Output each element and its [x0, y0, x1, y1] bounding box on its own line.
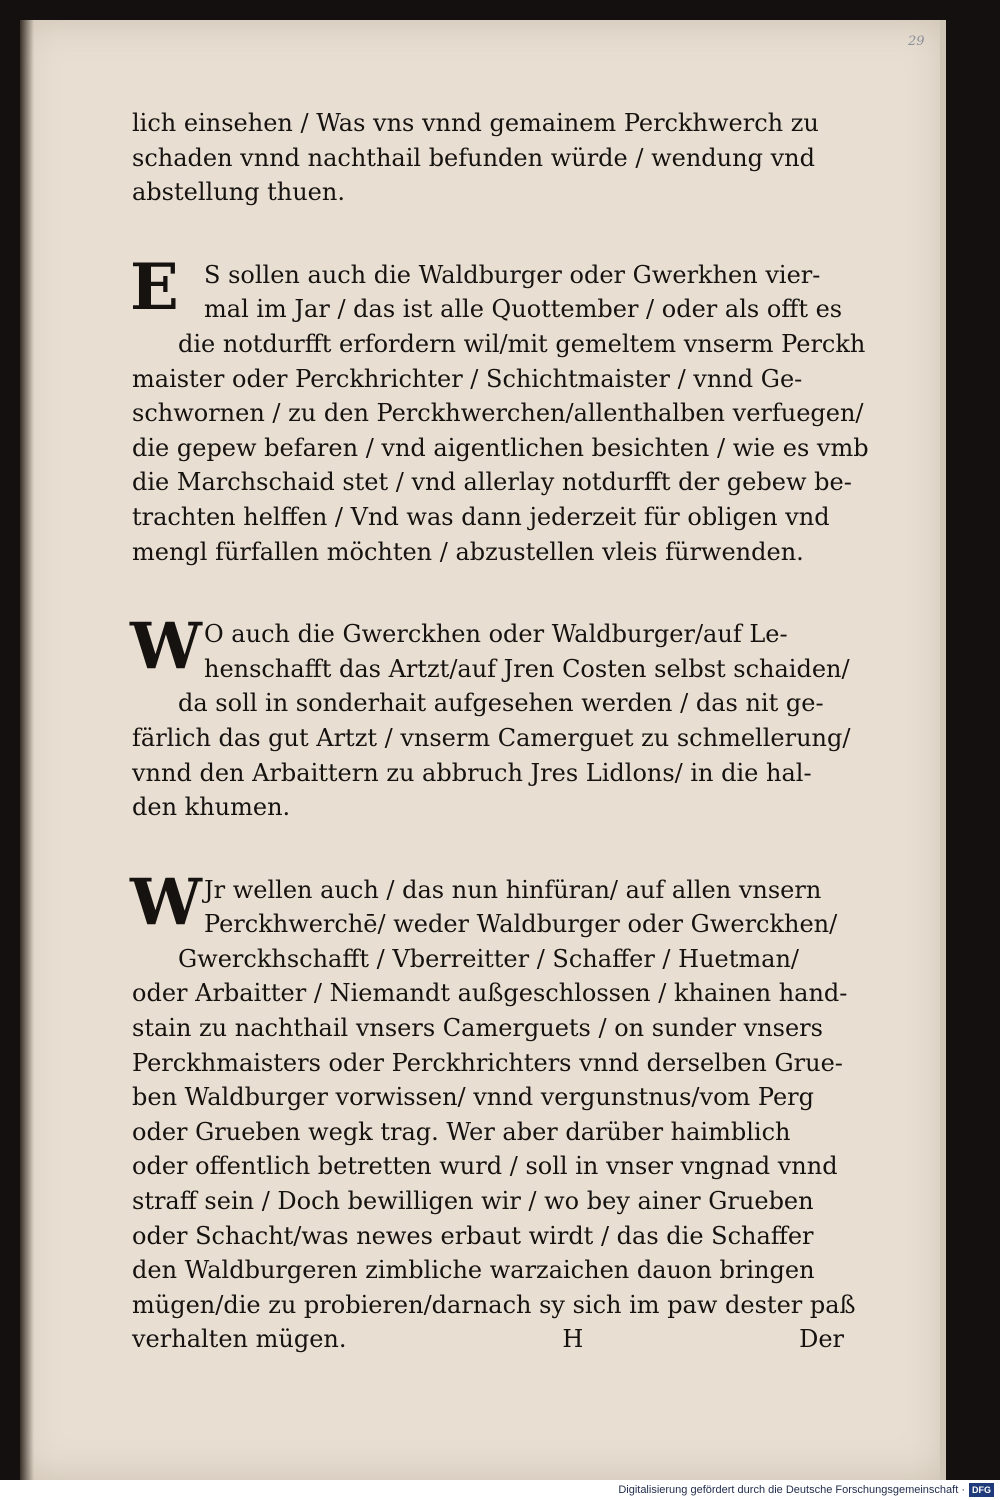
text-line: henschafft das Artzt/auf Jren Costen selbst schaiden/: [204, 654, 850, 683]
text-line: Jr wellen auch / das nun hinfüran/ auf allen vnsern: [204, 875, 822, 904]
text-line: S sollen auch die Waldburger oder Gwerkhen vier-: [204, 260, 821, 289]
text-line: mügen/die zu probieren/darnach sy sich im paw dester paß: [132, 1290, 856, 1319]
text-line: O auch die Gwerckhen oder Waldburger/auf Le-: [204, 620, 788, 649]
final-line: [132, 1322, 844, 1357]
text-line: trachten helffen / Vnd was dann jederzeit für obligen vnd: [132, 502, 830, 531]
paragraph-2: [130, 249, 869, 569]
book-page: [20, 20, 946, 1480]
text-line: die gepew befaren / vnd aigentlichen besichten / wie es vmb: [132, 433, 869, 462]
text-line: Gwerckhschafft / Vberreitter / Schaffer / Huetman/: [178, 944, 799, 973]
drop-initial: W: [130, 864, 202, 940]
signature-mark: H: [562, 1325, 584, 1354]
paragraph-1: [132, 106, 852, 210]
folio-number: 29: [908, 34, 925, 49]
drop-initial: E: [130, 249, 179, 325]
text-line: oder offentlich betretten wurd / soll in vnser vngnad vnnd: [132, 1152, 838, 1181]
text-line: straff sein / Doch bewilligen wir / wo bey ainer Grueben: [132, 1187, 814, 1216]
footer-bar: [0, 1480, 1000, 1500]
text-line: die Marchschaid stet / vnd allerlay notdurfft der gebew be-: [132, 468, 852, 497]
text-line: den khumen.: [132, 793, 291, 822]
catchword: Der: [799, 1325, 844, 1354]
text-line: den Waldburgeren zimbliche warzaichen dauon bringen: [132, 1256, 815, 1285]
text-line: Perckhmaisters oder Perckhrichters vnnd derselben Grue-: [132, 1048, 843, 1077]
paragraph-3: [130, 609, 852, 825]
text-line: färlich das gut Artzt / vnserm Camerguet zu schmellerung/: [132, 723, 851, 752]
text-line: da soll in sonderhait aufgesehen werden / das nit ge-: [178, 689, 824, 718]
text-line: ben Waldburger vorwissen/ vnnd vergunstnus/vom Perg: [132, 1083, 815, 1112]
text-line: schwornen / zu den Perckhwerchen/allenthalben verfuegen/: [132, 399, 864, 428]
text-line: die notdurfft erfordern wil/mit gemeltem vnserm Perckh: [178, 329, 866, 358]
text-line: oder Arbaitter / Niemandt außgeschlossen / khainen hand-: [132, 979, 848, 1008]
paragraph-4: [130, 864, 856, 1357]
text-line: lich einsehen / Was vns vnnd gemainem Perckhwerch zu: [132, 109, 819, 137]
text-line: mal im Jar / das ist alle Quottember / oder als offt es: [204, 295, 843, 324]
text-line: vnnd den Arbaittern zu abbruch Jres Lidlons/ in die hal-: [132, 758, 812, 787]
text-line: Perckhwerchē/ weder Waldburger oder Gwerckhen/: [204, 910, 838, 939]
text-line: maister oder Perckhrichter / Schichtmaister / vnnd Ge-: [132, 364, 803, 393]
body-text: [130, 106, 869, 1357]
text-line: stain zu nachthail vnsers Camerguets / on sunder vnsers: [132, 1014, 823, 1043]
text-line: schaden vnnd nachthail befunden würde / wendung vnd: [132, 143, 815, 172]
text-line: oder Grueben wegk trag. Wer aber darüber haimblich: [132, 1117, 791, 1146]
footer-text: Digitalisierung gefördert durch die Deutsche Forschungsgemeinschaft ·: [618, 1484, 965, 1496]
text-line: oder Schacht/was newes erbaut wirdt / das die Schaffer: [132, 1221, 814, 1250]
dfg-logo: DFG: [969, 1483, 994, 1497]
text-line: mengl fürfallen möchten / abzustellen vleis fürwenden.: [132, 537, 804, 566]
drop-initial: W: [130, 609, 202, 685]
last-text: verhalten mügen.: [132, 1325, 347, 1354]
page-edge: [940, 20, 946, 1480]
text-line: abstellung thuen.: [132, 178, 345, 207]
